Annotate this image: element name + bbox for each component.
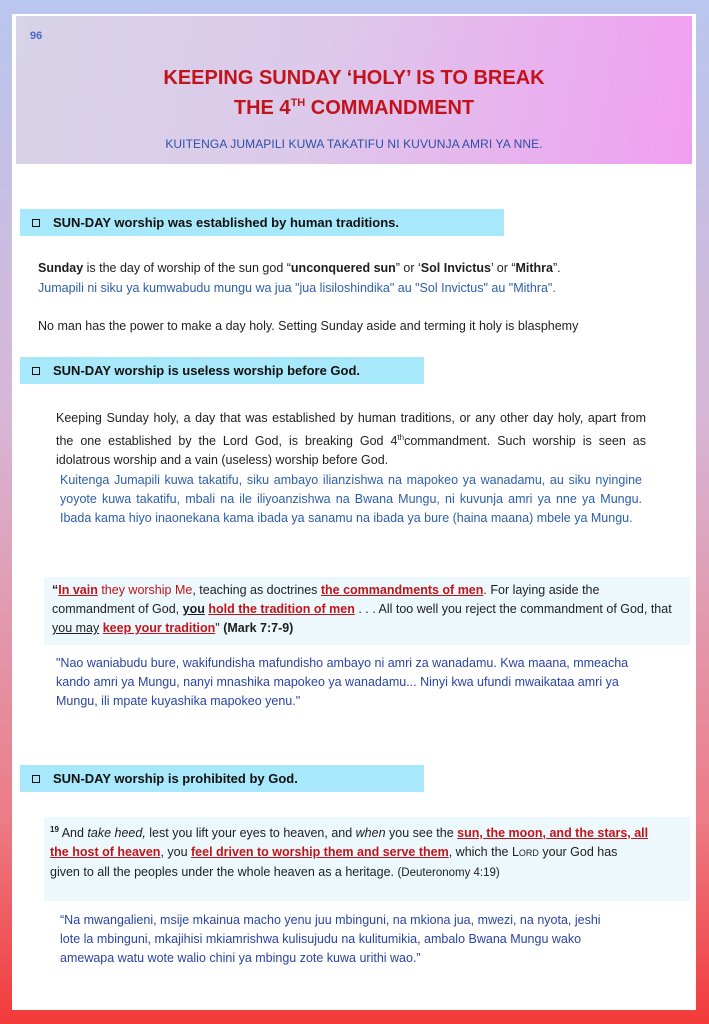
useless-worship-paragraph: Keeping Sunday holy, a day that was established by human traditions, or any other day holy, apart from the one established by the Lord God, is breaking God 4thcommandment. Such worship is seen as idolatrous worship and a vain (useless) worship before God. xyxy=(56,411,646,468)
deuteronomy-verse-swahili: “Na mwangalieni, msije mkainua macho yenu juu mbinguni, na mkiona jua, mwezi, na nyota, jeshi lote la mbinguni, mkajihisi mkiamrishwa kulisujudu na kulitumikia, ambalo Bwana Mungu wako amewapa watu wote walio chini ya mbingu zote kuwa urithi wao.” xyxy=(60,913,601,965)
section-heading-prohibited xyxy=(20,765,424,792)
mark-quote-swahili: "Nao waniabudu bure, wakifundisha mafundisho ambayo ni amri za wanadamu. Kwa maana, mmeacha kando amri ya Mungu, nanyi mnashika mapokeo ya wanadamu... Ninyi kwa ufundi mwaikataa amri ya Mungu, ili mpate kuyashika mapokeo yenu." xyxy=(56,656,629,708)
title-line-1: KEEPING SUNDAY ‘HOLY’ IS TO BREAK xyxy=(163,67,545,89)
mark-quote-box xyxy=(44,577,690,645)
section-heading-text: SUN-DAY worship is useless worship before God. xyxy=(53,363,361,378)
checkbox-bullet-icon xyxy=(32,219,40,227)
sunday-definition-swahili: Jumapili ni siku ya kumwabudu mungu wa jua "jua lisiloshindika" au "Sol Invictus" au "Mithra". xyxy=(38,281,556,295)
checkbox-bullet-icon xyxy=(32,367,40,375)
checkbox-bullet-icon xyxy=(32,775,40,783)
useless-worship-paragraph-swahili: Kuitenga Jumapili kuwa takatifu, siku ambayo ilianzishwa na mapokeo ya wanadamu, au siku nyingine yoyote kuwa takatifu, mbali na ile iliyoanzishwa na Bwana Mungu, ni kuvunja amri ya nne ya Mungu. Ibada kama hiyo inaonekana kama ibada ya sanamu na ibada ya bure (haina maana) mbele ya Mungu. xyxy=(60,473,642,525)
mark-quote: “In vain they worship Me, teaching as doctrines the commandments of men. For laying aside the commandment of God, you hold the tradition of men . . . All too well you reject the commandment of God, that you may keep your tradition" (Mark 7:7-9) xyxy=(52,583,672,635)
sunday-definition: Sunday is the day of worship of the sun god “unconquered sun” or ‘Sol Invictus’ or “Mithra”. xyxy=(38,261,561,275)
section-heading-traditions xyxy=(20,209,504,236)
header-banner xyxy=(16,16,692,164)
title-line-2: THE 4TH COMMANDMENT xyxy=(233,97,475,119)
blasphemy-statement: No man has the power to make a day holy. Setting Sunday aside and terming it holy is blasphemy xyxy=(38,319,579,333)
section-heading-useless xyxy=(20,357,424,384)
page-title xyxy=(16,66,692,121)
section-heading-text: SUN-DAY worship was established by human traditions. xyxy=(53,215,400,230)
deuteronomy-verse-box xyxy=(44,817,690,901)
page-subtitle: KUITENGA JUMAPILI KUWA TAKATIFU NI KUVUNJA AMRI YA NNE. xyxy=(165,137,543,151)
page-number: 96 xyxy=(30,30,43,42)
page-body xyxy=(12,14,696,1010)
section-heading-text: SUN-DAY worship is prohibited by God. xyxy=(53,771,298,786)
deuteronomy-verse: $^{19}$ And take heed, lest you lift your eyes to heaven, and when you see the sun, the moon, and the stars, all the host of heaven, you feel driven to worship them and serve them, which the LORD your God has given to all the peoples under the whole heaven as a heritage. (Deuteronomy 4:19) xyxy=(50,825,649,880)
